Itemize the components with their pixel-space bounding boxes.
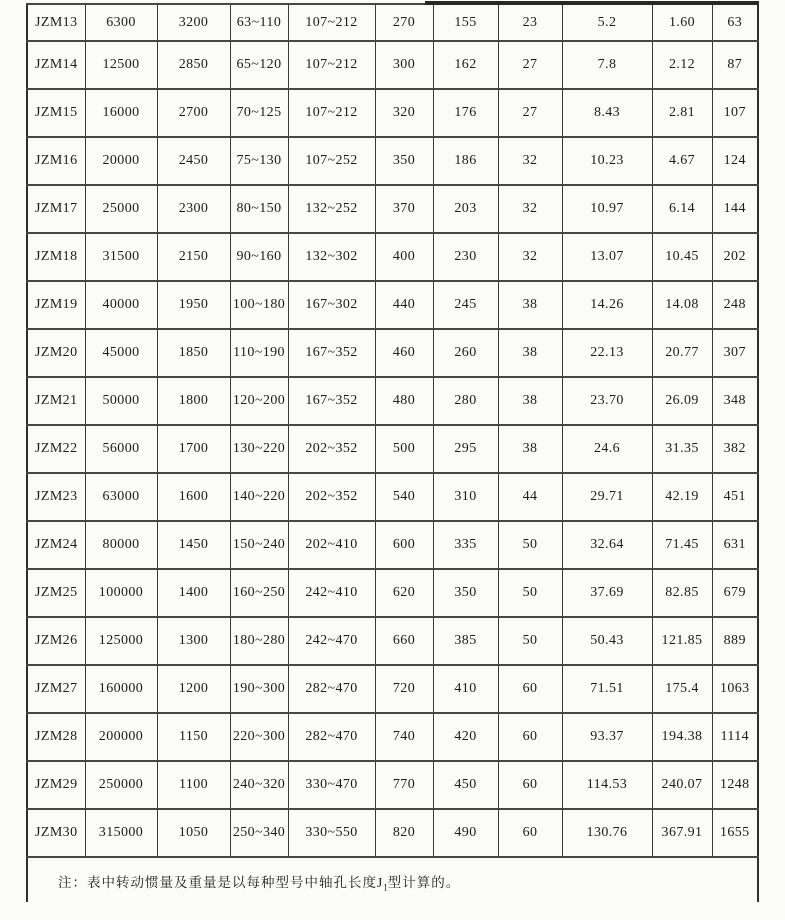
table-cell: 38 <box>498 377 562 425</box>
note-subscript: 1 <box>383 882 388 893</box>
table-cell: 300 <box>375 41 433 89</box>
table-cell: 1100 <box>157 761 230 809</box>
table-cell: 100~180 <box>230 281 288 329</box>
table-cell: 90~160 <box>230 233 288 281</box>
table-cell: JZM23 <box>27 473 85 521</box>
table-cell: 202 <box>712 233 758 281</box>
table-cell: 2150 <box>157 233 230 281</box>
table-cell: 1655 <box>712 809 758 857</box>
table-cell: 451 <box>712 473 758 521</box>
table-cell: 480 <box>375 377 433 425</box>
table-cell: 679 <box>712 569 758 617</box>
table-cell: 245 <box>433 281 498 329</box>
table-cell: 1950 <box>157 281 230 329</box>
table-cell: 80000 <box>85 521 157 569</box>
table-cell: 2.12 <box>652 41 712 89</box>
table-cell: 307 <box>712 329 758 377</box>
table-cell: 631 <box>712 521 758 569</box>
table-cell: 1300 <box>157 617 230 665</box>
table-cell: 540 <box>375 473 433 521</box>
table-cell: 330~470 <box>288 761 375 809</box>
table-row <box>27 137 758 185</box>
table-cell: 160000 <box>85 665 157 713</box>
table-cell: 87 <box>712 41 758 89</box>
table-cell: 14.26 <box>562 281 652 329</box>
table-cell: 740 <box>375 713 433 761</box>
table-cell: 367.91 <box>652 809 712 857</box>
table-cell: 23 <box>498 4 562 41</box>
table-cell: 12500 <box>85 41 157 89</box>
table-cell: 315000 <box>85 809 157 857</box>
table-cell: 27 <box>498 89 562 137</box>
table-cell: 1200 <box>157 665 230 713</box>
table-cell: JZM18 <box>27 233 85 281</box>
table-cell: 42.19 <box>652 473 712 521</box>
table-cell: 162 <box>433 41 498 89</box>
table-cell: 250000 <box>85 761 157 809</box>
table-cell: 107~252 <box>288 137 375 185</box>
table-cell: 14.08 <box>652 281 712 329</box>
table-cell: JZM17 <box>27 185 85 233</box>
table-cell: 248 <box>712 281 758 329</box>
table-cell: 8.43 <box>562 89 652 137</box>
table-row <box>27 185 758 233</box>
table-cell: 24.6 <box>562 425 652 473</box>
table-cell: 167~352 <box>288 377 375 425</box>
table-cell: 20.77 <box>652 329 712 377</box>
table-cell: 2450 <box>157 137 230 185</box>
table-cell: 490 <box>433 809 498 857</box>
table-cell: 155 <box>433 4 498 41</box>
table-cell: 1150 <box>157 713 230 761</box>
table-cell: 130~220 <box>230 425 288 473</box>
table-cell: 50 <box>498 569 562 617</box>
table-row <box>27 521 758 569</box>
table-cell: 71.45 <box>652 521 712 569</box>
table-cell: 1050 <box>157 809 230 857</box>
table-cell: JZM22 <box>27 425 85 473</box>
table-cell: JZM15 <box>27 89 85 137</box>
table-cell: 32 <box>498 233 562 281</box>
table-cell: 310 <box>433 473 498 521</box>
table-cell: JZM13 <box>27 4 85 41</box>
table-cell: 38 <box>498 281 562 329</box>
table-row <box>27 89 758 137</box>
table-cell: 176 <box>433 89 498 137</box>
table-cell: JZM20 <box>27 329 85 377</box>
table-cell: 820 <box>375 809 433 857</box>
table-cell: 82.85 <box>652 569 712 617</box>
table-cell: 10.97 <box>562 185 652 233</box>
table-cell: 202~352 <box>288 473 375 521</box>
table-row <box>27 761 758 809</box>
table-cell: JZM24 <box>27 521 85 569</box>
table-cell: 1600 <box>157 473 230 521</box>
table-cell: 93.37 <box>562 713 652 761</box>
note-text-suffix: 型计算的。 <box>387 875 461 890</box>
table-cell: 50.43 <box>562 617 652 665</box>
table-cell: 31.35 <box>652 425 712 473</box>
table-cell: 1850 <box>157 329 230 377</box>
table-cell: 144 <box>712 185 758 233</box>
table-cell: 190~300 <box>230 665 288 713</box>
table-cell: 260 <box>433 329 498 377</box>
table-row <box>27 425 758 473</box>
table-cell: 1450 <box>157 521 230 569</box>
table-cell: 175.4 <box>652 665 712 713</box>
table-cell: 25000 <box>85 185 157 233</box>
table-wrap <box>26 3 759 902</box>
table-row <box>27 569 758 617</box>
table-cell: JZM25 <box>27 569 85 617</box>
table-cell: 385 <box>433 617 498 665</box>
table-cell: 2300 <box>157 185 230 233</box>
table-cell: 1.60 <box>652 4 712 41</box>
table-cell: 350 <box>433 569 498 617</box>
table-cell: 107~212 <box>288 89 375 137</box>
table-cell: 348 <box>712 377 758 425</box>
table-cell: 31500 <box>85 233 157 281</box>
table-cell: 50000 <box>85 377 157 425</box>
table-row <box>27 4 758 41</box>
table-cell: 200000 <box>85 713 157 761</box>
table-cell: 70~125 <box>230 89 288 137</box>
table-cell: 160~250 <box>230 569 288 617</box>
table-cell: 1114 <box>712 713 758 761</box>
table-cell: 13.07 <box>562 233 652 281</box>
table-cell: 3200 <box>157 4 230 41</box>
table-cell: 282~470 <box>288 665 375 713</box>
table-cell: 132~252 <box>288 185 375 233</box>
table-cell: 16000 <box>85 89 157 137</box>
table-cell: 32 <box>498 185 562 233</box>
table-row <box>27 665 758 713</box>
table-cell: 44 <box>498 473 562 521</box>
table-cell: 270 <box>375 4 433 41</box>
table-cell: 6.14 <box>652 185 712 233</box>
table-row <box>27 233 758 281</box>
table-cell: 250~340 <box>230 809 288 857</box>
table-cell: 50 <box>498 617 562 665</box>
table-cell: 180~280 <box>230 617 288 665</box>
table-cell: 203 <box>433 185 498 233</box>
table-cell: 335 <box>433 521 498 569</box>
table-cell: 63000 <box>85 473 157 521</box>
table-cell: 1700 <box>157 425 230 473</box>
table-cell: 720 <box>375 665 433 713</box>
table-cell: 56000 <box>85 425 157 473</box>
table-cell: 460 <box>375 329 433 377</box>
table-cell: 240~320 <box>230 761 288 809</box>
table-cell: JZM27 <box>27 665 85 713</box>
table-cell: 107~212 <box>288 41 375 89</box>
table-cell: 40000 <box>85 281 157 329</box>
table-cell: 60 <box>498 761 562 809</box>
table-cell: 27 <box>498 41 562 89</box>
table-cell: 1800 <box>157 377 230 425</box>
table-cell: 100000 <box>85 569 157 617</box>
table-cell: 125000 <box>85 617 157 665</box>
table-cell: 20000 <box>85 137 157 185</box>
table-cell: 400 <box>375 233 433 281</box>
table-cell: 770 <box>375 761 433 809</box>
table-cell: 1063 <box>712 665 758 713</box>
table-cell: 150~240 <box>230 521 288 569</box>
table-row <box>27 377 758 425</box>
table-cell: 370 <box>375 185 433 233</box>
table-cell: 167~352 <box>288 329 375 377</box>
table-cell: 500 <box>375 425 433 473</box>
table-row <box>27 281 758 329</box>
table-cell: 10.23 <box>562 137 652 185</box>
table-cell: 6300 <box>85 4 157 41</box>
table-cell: 382 <box>712 425 758 473</box>
table-cell: 410 <box>433 665 498 713</box>
table-cell: 71.51 <box>562 665 652 713</box>
table-cell: 60 <box>498 809 562 857</box>
table-cell: 114.53 <box>562 761 652 809</box>
scan-artifact-line <box>425 1 759 5</box>
table-cell: JZM28 <box>27 713 85 761</box>
table-cell: 220~300 <box>230 713 288 761</box>
table-cell: 1400 <box>157 569 230 617</box>
table-cell: 194.38 <box>652 713 712 761</box>
table-cell: 63 <box>712 4 758 41</box>
table-cell: 600 <box>375 521 433 569</box>
table-cell: 22.13 <box>562 329 652 377</box>
table-cell: 60 <box>498 713 562 761</box>
table-cell: 320 <box>375 89 433 137</box>
table-cell: 107 <box>712 89 758 137</box>
table-cell: 2700 <box>157 89 230 137</box>
note-area <box>26 858 759 902</box>
table-cell: 889 <box>712 617 758 665</box>
table-cell: 280 <box>433 377 498 425</box>
table-cell: 124 <box>712 137 758 185</box>
table-cell: 80~150 <box>230 185 288 233</box>
table-cell: 2850 <box>157 41 230 89</box>
table-cell: 32.64 <box>562 521 652 569</box>
table-cell: JZM26 <box>27 617 85 665</box>
table-cell: 23.70 <box>562 377 652 425</box>
table-cell: 202~410 <box>288 521 375 569</box>
table-cell: 37.69 <box>562 569 652 617</box>
table-row <box>27 473 758 521</box>
table-cell: 620 <box>375 569 433 617</box>
table-note <box>58 871 757 893</box>
table-cell: 10.45 <box>652 233 712 281</box>
table-cell: 202~352 <box>288 425 375 473</box>
table-cell: 242~410 <box>288 569 375 617</box>
table-cell: 330~550 <box>288 809 375 857</box>
table-cell: 282~470 <box>288 713 375 761</box>
table-cell: 60 <box>498 665 562 713</box>
table-cell: 450 <box>433 761 498 809</box>
coupling-spec-table <box>26 3 759 858</box>
table-cell: 107~212 <box>288 4 375 41</box>
note-text-prefix: 注：表中转动惯量及重量是以每种型号中轴孔长度J <box>58 875 384 890</box>
table-cell: JZM19 <box>27 281 85 329</box>
table-cell: 50 <box>498 521 562 569</box>
table-cell: 120~200 <box>230 377 288 425</box>
table-cell: 350 <box>375 137 433 185</box>
table-cell: 65~120 <box>230 41 288 89</box>
table-cell: JZM14 <box>27 41 85 89</box>
table-cell: 75~130 <box>230 137 288 185</box>
table-cell: 130.76 <box>562 809 652 857</box>
table-body <box>27 4 758 857</box>
table-cell: 420 <box>433 713 498 761</box>
table-cell: 63~110 <box>230 4 288 41</box>
table-cell: 7.8 <box>562 41 652 89</box>
table-row <box>27 809 758 857</box>
table-cell: 110~190 <box>230 329 288 377</box>
table-cell: 140~220 <box>230 473 288 521</box>
table-cell: 240.07 <box>652 761 712 809</box>
table-cell: 167~302 <box>288 281 375 329</box>
table-cell: 32 <box>498 137 562 185</box>
table-cell: 132~302 <box>288 233 375 281</box>
table-cell: 230 <box>433 233 498 281</box>
table-row <box>27 617 758 665</box>
table-cell: 45000 <box>85 329 157 377</box>
table-cell: JZM29 <box>27 761 85 809</box>
table-cell: 26.09 <box>652 377 712 425</box>
table-cell: 38 <box>498 425 562 473</box>
table-cell: 295 <box>433 425 498 473</box>
table-cell: 242~470 <box>288 617 375 665</box>
table-cell: JZM21 <box>27 377 85 425</box>
table-row <box>27 41 758 89</box>
table-cell: 4.67 <box>652 137 712 185</box>
table-cell: 121.85 <box>652 617 712 665</box>
table-cell: JZM30 <box>27 809 85 857</box>
table-cell: 29.71 <box>562 473 652 521</box>
table-cell: 660 <box>375 617 433 665</box>
table-cell: 186 <box>433 137 498 185</box>
table-cell: JZM16 <box>27 137 85 185</box>
table-cell: 440 <box>375 281 433 329</box>
table-row <box>27 329 758 377</box>
table-cell: 38 <box>498 329 562 377</box>
table-cell: 1248 <box>712 761 758 809</box>
table-row <box>27 713 758 761</box>
table-cell: 2.81 <box>652 89 712 137</box>
table-cell: 5.2 <box>562 4 652 41</box>
